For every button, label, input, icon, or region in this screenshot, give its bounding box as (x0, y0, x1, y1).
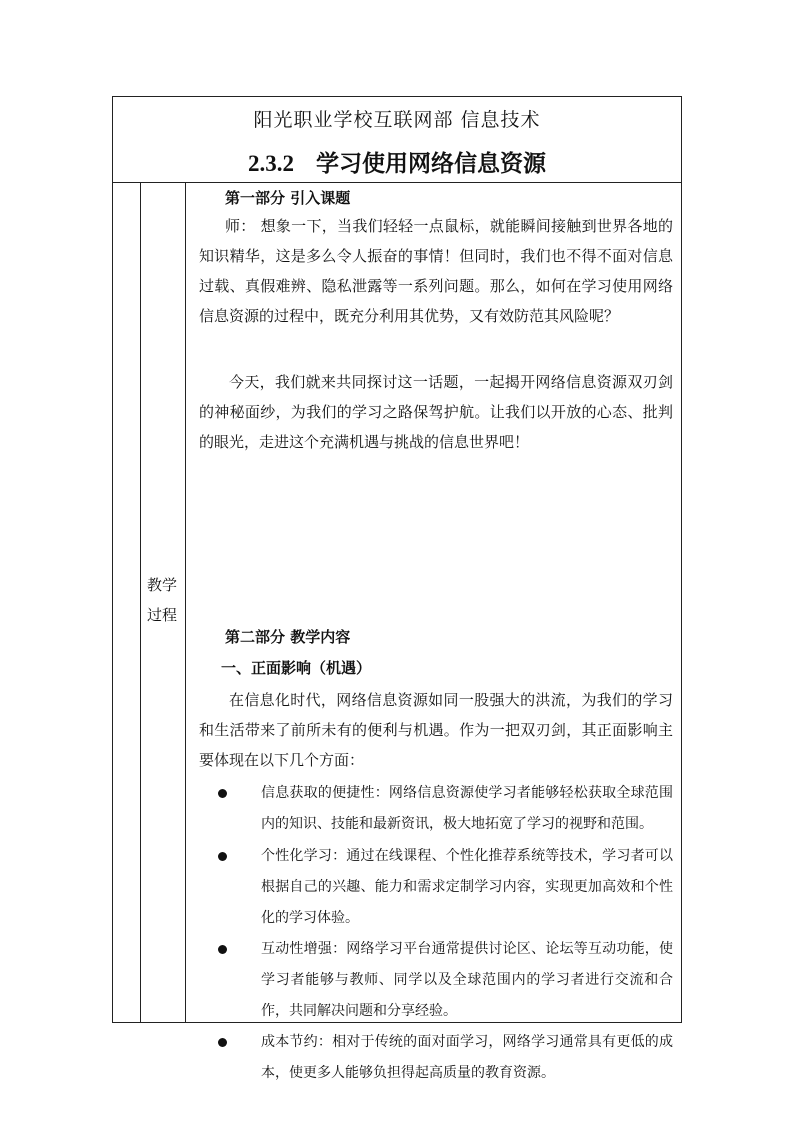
bullet-dot-icon (218, 945, 227, 954)
content-cell (199, 183, 673, 1081)
list-item-text: 信息获取的便捷性：网络信息资源使学习者能够轻松获取全球范围内的知识、技能和最新资讯，极大地拓宽了学习的视野和范围。 (261, 785, 673, 832)
table-header (113, 97, 681, 183)
bullet-dot-icon (218, 789, 227, 798)
label-column (141, 183, 186, 1022)
teaching-process-label: 教学过程 (147, 576, 178, 624)
lesson-title-text: 学习使用网络信息资源 (316, 151, 546, 177)
part2-intro: 在信息化时代，网络信息资源如同一股强大的洪流，为我们的学习和生活带来了前所未有的便利与机遇。作为一把双刃剑，其正面影响主要体现在以下几个方面： (199, 691, 673, 769)
bullet-dot-icon (218, 1038, 227, 1047)
part2-subheading: 一、正面影响（机遇） (221, 659, 372, 677)
part1-paragraph-1: 师： 想象一下，当我们轻轻一点鼠标，就能瞬间接触到世界各地的知识精华，这是多么令人振奋的事情！但同时，我们也不得不面对信息过载、真假难辨、隐私泄露等一系列问题。那么，如何在学习使用网络信息资源的过程中，既充分利用其优势，又有效防范其风险呢？ (199, 217, 673, 325)
list-item-text: 个性化学习：通过在线课程、个性化推荐系统等技术，学习者可以根据自己的兴趣、能力和需求定制学习内容，实现更加高效和个性化的学习体验。 (261, 848, 673, 926)
part2-heading: 第二部分 教学内容 (225, 628, 351, 646)
blank-column (113, 183, 141, 1022)
lesson-plan-table (112, 96, 682, 1081)
part1-paragraph-2: 今天，我们就来共同探讨这一话题，一起揭开网络信息资源双刃剑的神秘面纱，为我们的学习之路保驾护航。让我们以开放的心态、批判的眼光，走进这个充满机遇与挑战的信息世界吧！ (199, 373, 673, 451)
part1-heading: 第一部分 引入课题 (225, 189, 351, 207)
bullet-dot-icon (218, 852, 227, 861)
school-department-line: 阳光职业学校互联网部 信息技术 (253, 109, 541, 131)
lesson-number: 2.3.2 (248, 151, 294, 176)
list-item-text: 互动性增强：网络学习平台通常提供讨论区、论坛等互动功能，使学习者能够与教师、同学以及全球范围内的学习者进行交流和合作，共同解决问题和分享经验。 (261, 941, 673, 1019)
lesson-title (113, 145, 681, 178)
list-item-text: 成本节约：相对于传统的面对面学习，网络学习通常具有更低的成本，使更多人能够负担得起高质量的教育资源。 (261, 1034, 673, 1081)
